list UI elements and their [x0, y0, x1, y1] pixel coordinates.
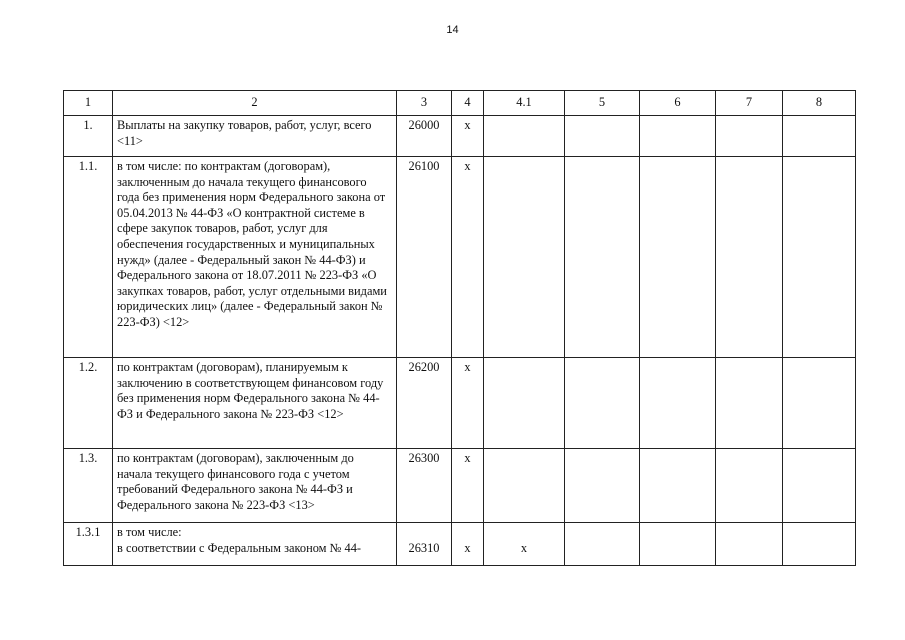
row-col7	[716, 116, 783, 157]
row-number: 1.3.1	[64, 523, 113, 566]
header-cell: 4.1	[484, 91, 565, 116]
row-code: 26200	[397, 358, 452, 449]
row-description	[113, 523, 397, 566]
row-col8	[783, 116, 856, 157]
row-code-cell	[397, 523, 452, 566]
row-col41	[484, 358, 565, 449]
row-description: Выплаты на закупку товаров, работ, услуг, всего <11>	[113, 116, 397, 157]
row-col41-cell	[484, 523, 565, 566]
row-number: 1.	[64, 116, 113, 157]
header-cell: 6	[640, 91, 716, 116]
row-description-line: в соответствии с Федеральным законом № 44-	[117, 540, 362, 555]
row-col6	[640, 523, 716, 566]
row-col7	[716, 523, 783, 566]
row-col5	[565, 523, 640, 566]
row-col8	[783, 358, 856, 449]
row-col8	[783, 157, 856, 358]
row-number: 1.1.	[64, 157, 113, 358]
row-col6	[640, 358, 716, 449]
header-cell: 2	[113, 91, 397, 116]
row-col7	[716, 157, 783, 358]
row-col5	[565, 157, 640, 358]
row-code: 26100	[397, 157, 452, 358]
row-col5	[565, 116, 640, 157]
row-col41	[484, 116, 565, 157]
row-code: 26300	[397, 449, 452, 523]
row-col7	[716, 358, 783, 449]
row-col6	[640, 157, 716, 358]
table-row	[64, 116, 856, 157]
row-col5	[565, 449, 640, 523]
row-code: 26310	[408, 540, 440, 555]
header-cell: 4	[452, 91, 484, 116]
row-col7	[716, 449, 783, 523]
row-col5	[565, 358, 640, 449]
row-description: по контрактам (договорам), планируемым к заключению в соответствующем финансовом году без применения норм Федерального закона № 44-ФЗ и Федерального закона № 223-ФЗ <12>	[113, 358, 397, 449]
row-description: по контрактам (договорам), заключенным до начала текущего финансового года с учетом требований Федерального закона № 44-ФЗ и Федерального закона № 223-ФЗ <13>	[113, 449, 397, 523]
row-col41: х	[520, 540, 528, 555]
table-row	[64, 358, 856, 449]
header-cell: 8	[783, 91, 856, 116]
row-col4: х	[452, 157, 484, 358]
header-cell: 3	[397, 91, 452, 116]
row-col8	[783, 523, 856, 566]
row-col4: х	[452, 116, 484, 157]
row-description-line: в том числе:	[117, 525, 182, 539]
row-col6	[640, 116, 716, 157]
header-cell: 1	[64, 91, 113, 116]
row-col4: х	[452, 449, 484, 523]
table-row	[64, 449, 856, 523]
row-col8	[783, 449, 856, 523]
row-code: 26000	[397, 116, 452, 157]
table-header-row	[64, 91, 856, 116]
row-col4: х	[464, 540, 471, 555]
row-col6	[640, 449, 716, 523]
row-number: 1.2.	[64, 358, 113, 449]
row-col41	[484, 157, 565, 358]
row-col41	[484, 449, 565, 523]
header-cell: 7	[716, 91, 783, 116]
table-row	[64, 523, 856, 566]
row-col4-cell	[452, 523, 484, 566]
row-description: в том числе: по контрактам (договорам), заключенным до начала текущего финансового года без применения норм Федерального закона от 05.04.2013 № 44-ФЗ «О контрактной системе в сфере закупок товаров, работ, услуг для обеспечения государственных и муниципальных нужд» (далее - Федеральный закон № 44-ФЗ) и Федерального закона от 18.07.2011 № 223-ФЗ «О закупках товаров, работ, услуг отдельными видами юридических лиц» (далее - Федеральный закон № 223-ФЗ) <12>	[113, 157, 397, 358]
header-cell: 5	[565, 91, 640, 116]
page-number: 14	[446, 24, 459, 36]
row-col4: х	[452, 358, 484, 449]
table-row	[64, 157, 856, 358]
budget-table	[63, 90, 856, 566]
row-number: 1.3.	[64, 449, 113, 523]
